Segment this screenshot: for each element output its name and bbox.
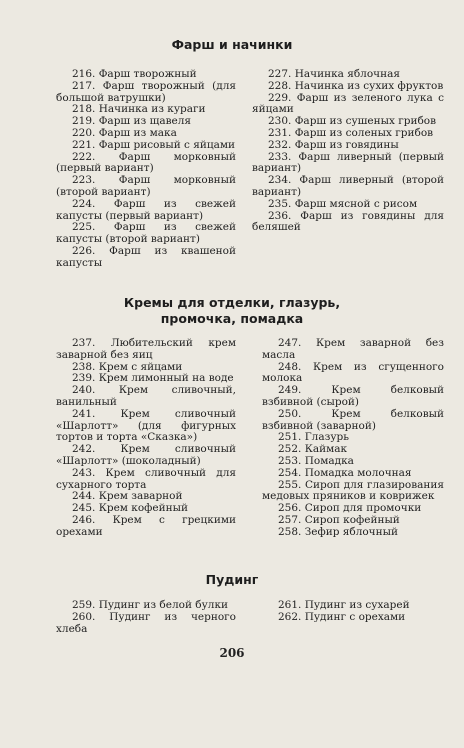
list-item: 240. Крем сливочный, ванильный [56,384,236,408]
list-item: 232. Фарш из говядины [268,138,399,151]
list-item: 243. Крем сливочный для сухарного торта [56,466,236,491]
list-item: 236. Фарш из говядины для беляшей [252,209,444,234]
section-title-creams-line1: Кремы для отделки, глазурь, [123,295,341,310]
list-item: 228. Начинка из сухих фруктов [268,79,444,92]
list-item: 250. Крем белковый взбивной (заварной) [262,407,444,432]
list-item: 249. Крем белковый взбивной (сырой) [262,384,444,408]
creams-right-column [262,338,444,539]
list-item: 225. Фарш из свежей капусты (второй вариант) [56,221,236,246]
list-item: 222. Фарш морковный (первый вариант) [56,150,236,175]
list-item: 223. Фарш морковный (второй вариант) [56,174,236,198]
list-item: 218. Начинка из кураги [72,103,206,116]
list-item: 219. Фарш из щавеля [72,115,192,128]
fillings-right-column [252,69,444,234]
list-item: 253. Помадка [278,454,354,467]
list-item: 246. Крем с грецкими орехами [56,513,236,538]
list-item: 242. Крем сливочный «Шарлотт» (шоколадный) [56,443,236,467]
list-item: 262. Пудинг с орехами [278,610,406,623]
list-item: 229. Фарш из зеленого лука с яйцами [252,91,444,116]
fillings-left-column [56,69,236,270]
section-title-fillings: Фарш и начинки [171,37,293,52]
section-title-creams-line2: промочка, помадка [160,311,304,326]
section-title-pudding: Пудинг [205,572,259,587]
list-item: 238. Крем с яйцами [72,360,183,373]
list-item: 216. Фарш творожный [72,68,197,80]
list-item: 257. Сироп кофейный [278,513,400,526]
list-item: 217. Фарш творожный (для большой ватрушки) [56,79,236,104]
list-item: 230. Фарш из сушеных грибов [268,115,436,128]
list-item: 227. Начинка яблочная [268,68,400,80]
list-item: 245. Крем кофейный [72,502,188,515]
list-item: 220. Фарш из мака [72,126,177,139]
list-item: 259. Пудинг из белой булки [72,599,229,611]
list-item: 256. Сироп для промочки [278,502,422,515]
list-item: 261. Пудинг из сухарей [278,599,410,611]
list-item: 244. Крем заварной [72,490,183,503]
list-item: 234. Фарш ливерный (второй вариант) [252,174,444,198]
list-item: 239. Крем лимонный на воде [72,372,234,385]
list-item: 252. Каймак [278,443,348,456]
list-item: 221. Фарш рисовый с яйцами [72,138,236,151]
list-item: 247. Крем заварной без масла [262,337,444,361]
list-item: 235. Фарш мясной с рисом [268,197,418,210]
pudding-right-column [262,600,444,624]
list-item: 226. Фарш из квашеной капусты [56,244,236,269]
list-item: 237. Любительский крем заварной без яиц [56,337,236,361]
list-item: 254. Помадка молочная [278,466,412,479]
list-item: 241. Крем сливочный «Шарлотт» (для фигурных тортов и торта «Сказка») [56,407,236,444]
list-item: 258. Зефир яблочный [278,525,398,538]
list-item: 255. Сироп для глазирования медовых пряников и коврижек [262,478,444,503]
pudding-left-column [56,600,236,635]
list-item: 248. Крем из сгущенного молока [262,360,444,385]
list-item: 233. Фарш ливерный (первый вариант) [252,150,444,175]
list-item: 260. Пудинг из черного хлеба [56,610,236,635]
creams-left-column [56,338,236,539]
page-number: 206 [219,646,245,660]
list-item: 251. Глазурь [278,431,349,444]
list-item: 224. Фарш из свежей капусты (первый вариант) [56,197,236,222]
list-item: 231. Фарш из соленых грибов [268,126,434,139]
